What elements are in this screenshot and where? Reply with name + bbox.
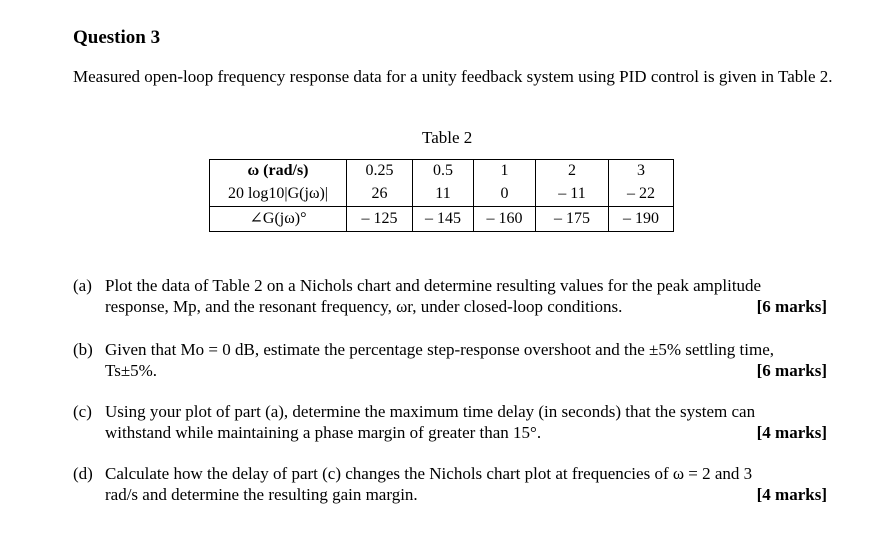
part-text-line1: Given that Mo = 0 dB, estimate the percentage step-response overshoot and the ±5% settling time, bbox=[105, 340, 775, 359]
table-row-phase bbox=[210, 207, 674, 232]
part-text-line2: withstand while maintaining a phase margin of greater than 15°. bbox=[105, 423, 542, 442]
part-label: (d) bbox=[73, 464, 93, 483]
magnitude-cell: – 11 bbox=[536, 182, 609, 207]
part-text-line2: response, Mp, and the resonant frequency, ωr, under closed-loop conditions. bbox=[105, 297, 623, 316]
phase-cell: – 160 bbox=[474, 207, 536, 232]
magnitude-cell: 0 bbox=[474, 182, 536, 207]
frequency-response-table bbox=[209, 159, 674, 232]
table-caption: Table 2 bbox=[422, 128, 473, 147]
part-text-line1: Using your plot of part (a), determine the maximum time delay (in seconds) that the system can bbox=[105, 402, 756, 421]
question-title: Question 3 bbox=[73, 27, 161, 48]
marks-label: [6 marks] bbox=[756, 361, 827, 380]
part-label: (a) bbox=[73, 276, 92, 295]
part-a bbox=[73, 275, 828, 319]
magnitude-cell: 11 bbox=[413, 182, 474, 207]
part-label: (b) bbox=[73, 340, 93, 359]
magnitude-cell: – 22 bbox=[609, 182, 674, 207]
row-header-omega: ω (rad/s) bbox=[210, 160, 347, 183]
phase-cell: – 175 bbox=[536, 207, 609, 232]
part-c bbox=[73, 401, 828, 445]
question-intro: Measured open-loop frequency response data for a unity feedback system using PID control is given in Table 2. bbox=[73, 67, 833, 86]
table-row-magnitude bbox=[210, 182, 674, 207]
part-text-line1: Plot the data of Table 2 on a Nichols chart and determine resulting values for the peak amplitude bbox=[105, 276, 762, 295]
omega-cell: 1 bbox=[474, 160, 536, 183]
part-label: (c) bbox=[73, 402, 92, 421]
part-text-line2: rad/s and determine the resulting gain margin. bbox=[105, 485, 418, 504]
part-b bbox=[73, 339, 828, 383]
row-header-magnitude: 20 log10|G(jω)| bbox=[210, 182, 347, 207]
row-header-phase: ∠G(jω)° bbox=[210, 207, 347, 232]
marks-label: [4 marks] bbox=[756, 485, 827, 504]
omega-cell: 3 bbox=[609, 160, 674, 183]
magnitude-cell: 26 bbox=[347, 182, 413, 207]
part-text-line2: Ts±5%. bbox=[105, 361, 158, 380]
phase-cell: – 190 bbox=[609, 207, 674, 232]
part-d bbox=[73, 463, 828, 507]
omega-cell: 2 bbox=[536, 160, 609, 183]
table-row-omega bbox=[210, 160, 674, 183]
phase-cell: – 125 bbox=[347, 207, 413, 232]
phase-cell: – 145 bbox=[413, 207, 474, 232]
part-text-line1: Calculate how the delay of part (c) changes the Nichols chart plot at frequencies of ω = 2 and 3 bbox=[105, 464, 753, 483]
omega-cell: 0.5 bbox=[413, 160, 474, 183]
marks-label: [4 marks] bbox=[756, 423, 827, 442]
omega-cell: 0.25 bbox=[347, 160, 413, 183]
marks-label: [6 marks] bbox=[756, 297, 827, 316]
